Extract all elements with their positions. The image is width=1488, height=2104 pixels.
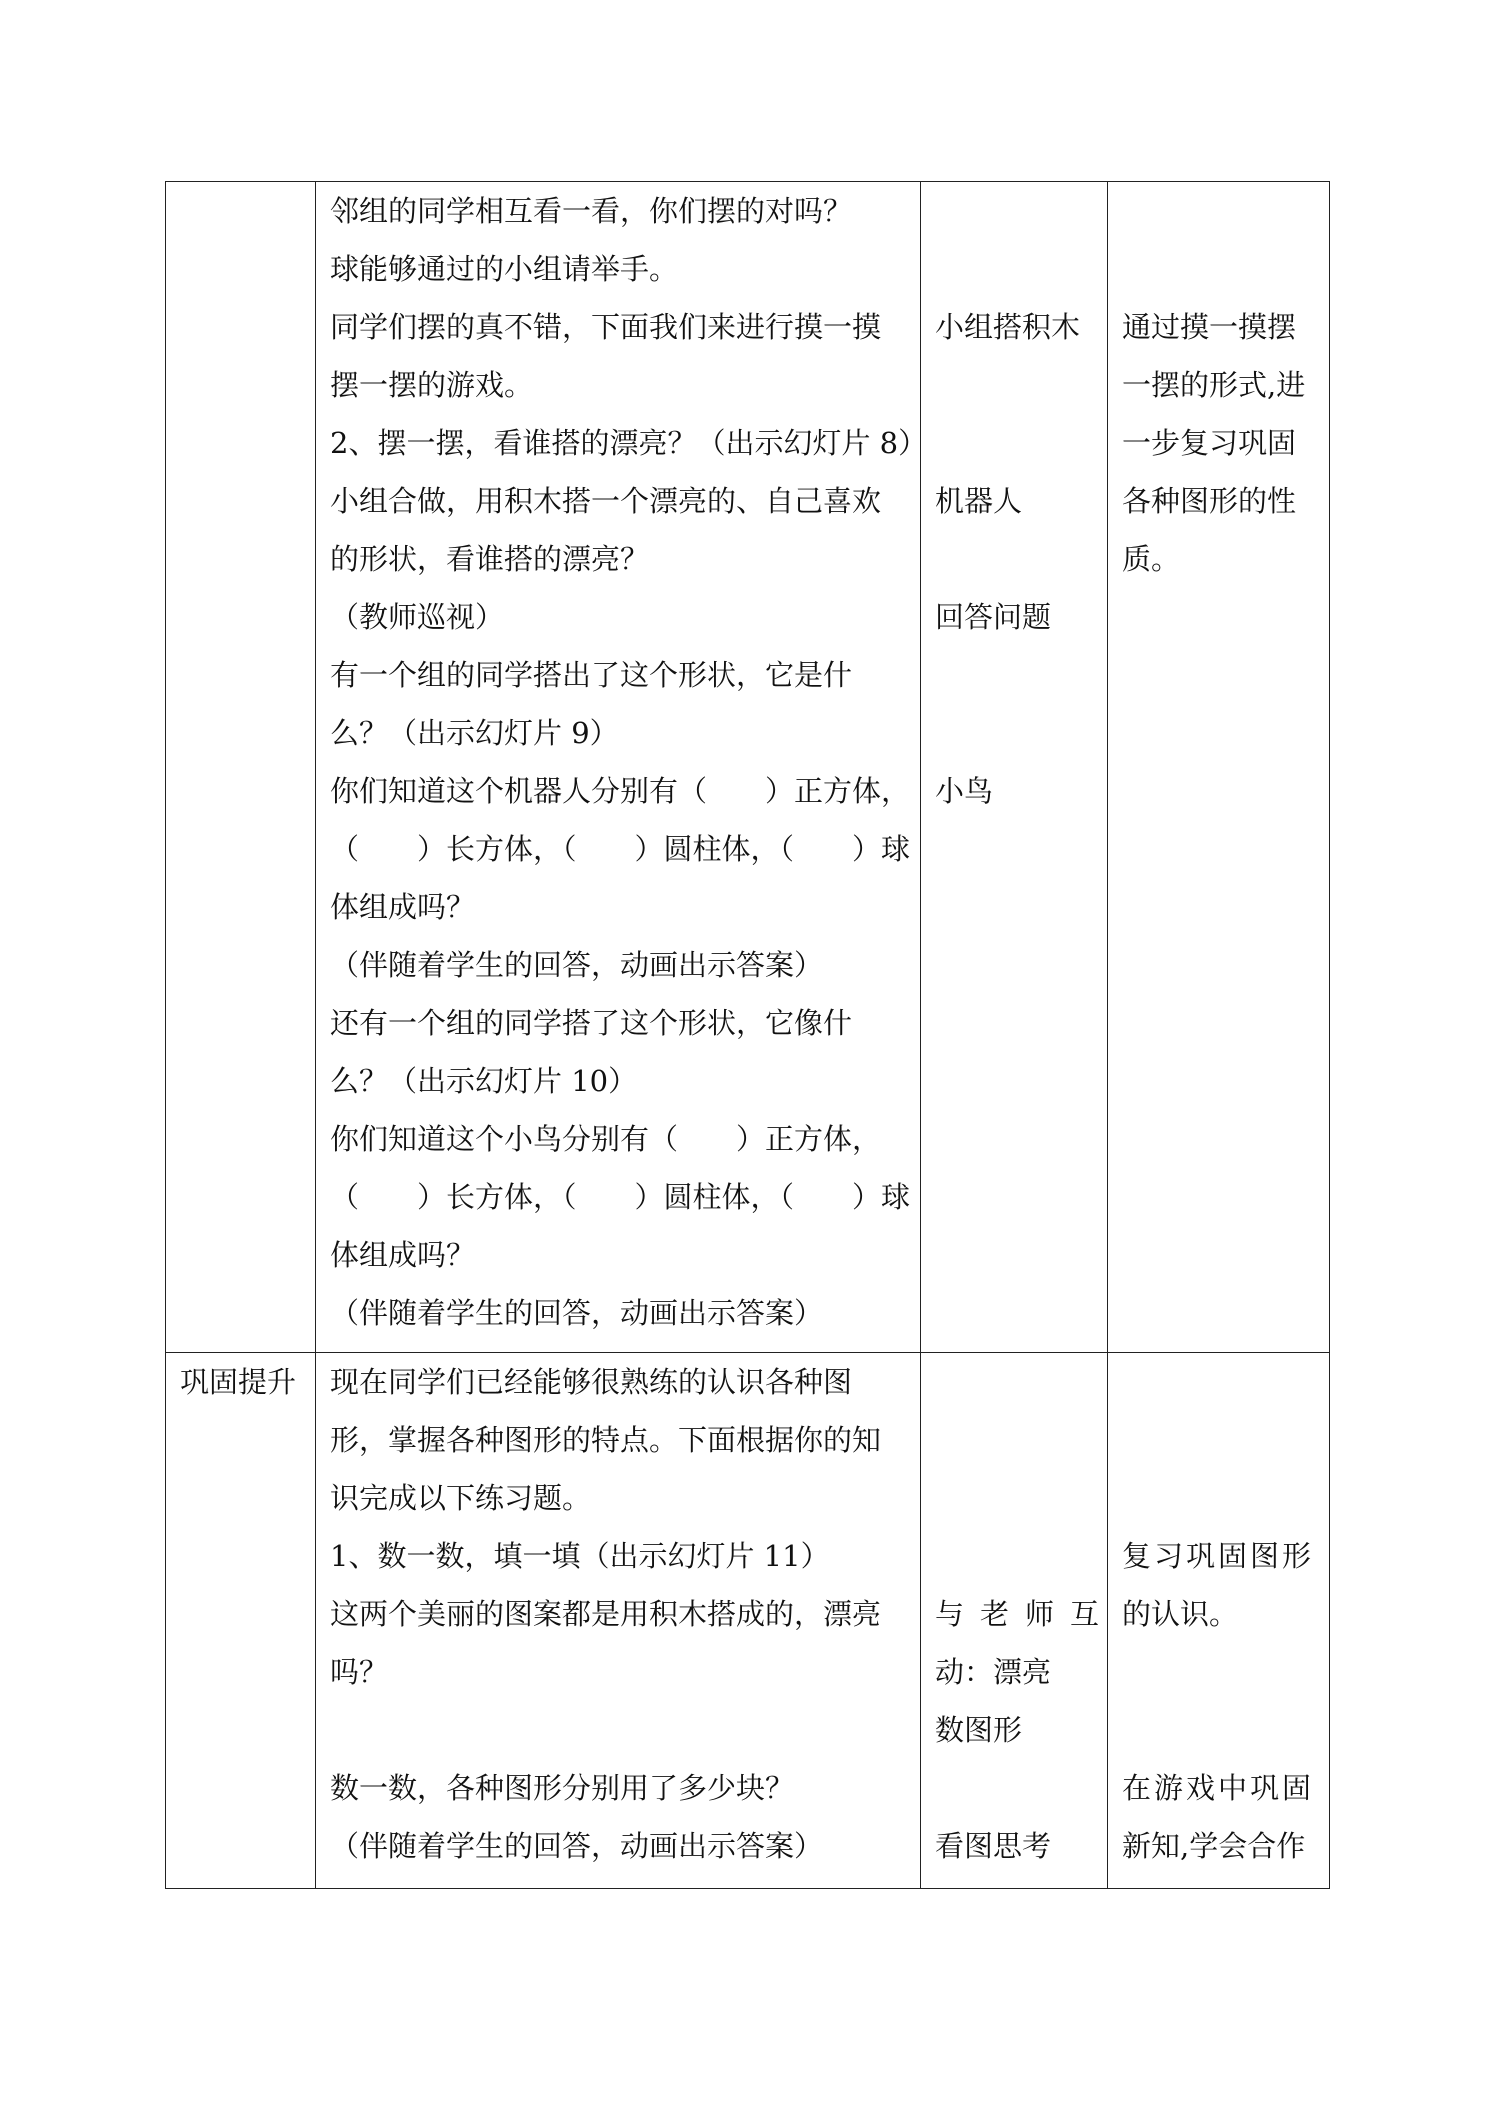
- student-activity-cell: [921, 182, 1108, 1353]
- student-line: 与老师互: [935, 1597, 1116, 1631]
- design-intent-cell: [1108, 182, 1330, 1353]
- teacher-line: 球能够通过的小组请举手。: [330, 252, 679, 286]
- intent-line: 复习巩固图形: [1122, 1539, 1315, 1573]
- table-row: [166, 1353, 1330, 1889]
- student-line: 机器人: [935, 484, 1023, 518]
- teacher-line: 识完成以下练习题。: [330, 1481, 592, 1515]
- intent-line: 一步复习巩固: [1122, 426, 1297, 460]
- teacher-line: 2、摆一摆，看谁搭的漂亮？（出示幻灯片 8）: [330, 426, 928, 460]
- teacher-line: 你们知道这个机器人分别有（ ）正方体，: [330, 774, 911, 808]
- student-line: 小鸟: [935, 774, 994, 808]
- intent-line: 新知,学会合作: [1122, 1829, 1306, 1863]
- teacher-activity-cell: [316, 182, 928, 1353]
- intent-line: 通过摸一摸摆: [1122, 310, 1297, 344]
- intent-line: 一摆的形式,进: [1122, 368, 1306, 402]
- teacher-line: 还有一个组的同学搭了这个形状，它像什: [330, 1006, 853, 1040]
- design-intent-cell: [1108, 1353, 1330, 1889]
- teacher-line: （教师巡视）: [330, 600, 505, 634]
- teacher-line: 现在同学们已经能够很熟练的认识各种图: [330, 1365, 853, 1399]
- teacher-line: （ ）长方体，（ ）圆柱体，（ ）球: [330, 1180, 911, 1214]
- teacher-line: （ ）长方体，（ ）圆柱体，（ ）球: [330, 832, 911, 866]
- teacher-activity-cell: [316, 1353, 921, 1889]
- teacher-line: 体组成吗？: [330, 890, 476, 924]
- teacher-line: 吗？: [330, 1655, 389, 1689]
- student-line: 回答问题: [935, 600, 1052, 634]
- teacher-line: 么？（出示幻灯片 10）: [330, 1064, 638, 1098]
- teacher-line: 形，掌握各种图形的特点。下面根据你的知: [330, 1423, 882, 1457]
- lesson-plan-table: [165, 181, 1330, 1889]
- stage-cell: [166, 1353, 316, 1889]
- teacher-line: 有一个组的同学搭出了这个形状，它是什: [330, 658, 853, 692]
- teacher-line: 数一数，各种图形分别用了多少块？: [330, 1771, 795, 1805]
- stage-label: 巩固提升: [180, 1365, 297, 1399]
- student-line: 看图思考: [935, 1829, 1052, 1863]
- intent-line: 的认识。: [1122, 1597, 1239, 1631]
- teacher-line: 1、数一数，填一填（出示幻灯片 11）: [330, 1539, 830, 1573]
- teacher-line: 你们知道这个小鸟分别有（ ）正方体，: [330, 1122, 882, 1156]
- stage-cell: [166, 182, 316, 1353]
- teacher-line: 邻组的同学相互看一看，你们摆的对吗？: [330, 194, 853, 228]
- teacher-line: 的形状，看谁搭的漂亮？: [330, 542, 650, 576]
- teacher-line: 么？（出示幻灯片 9）: [330, 716, 619, 750]
- teacher-line: （伴随着学生的回答，动画出示答案）: [330, 1829, 824, 1863]
- teacher-line: （伴随着学生的回答，动画出示答案）: [330, 948, 824, 982]
- intent-line: 在游戏中巩固: [1122, 1771, 1315, 1805]
- teacher-line: 摆一摆的游戏。: [330, 368, 534, 402]
- student-line: 小组搭积木: [935, 310, 1081, 344]
- student-line: 动：漂亮: [935, 1655, 1052, 1689]
- teacher-line: 这两个美丽的图案都是用积木搭成的，漂亮: [330, 1597, 882, 1631]
- student-activity-cell: [921, 1353, 1116, 1889]
- teacher-line: 小组合做，用积木搭一个漂亮的、自己喜欢: [330, 484, 882, 518]
- teacher-line: 体组成吗？: [330, 1238, 476, 1272]
- student-line: 数图形: [935, 1713, 1023, 1747]
- table-row: [166, 182, 1330, 1353]
- intent-line: 各种图形的性: [1122, 484, 1297, 518]
- teacher-line: （伴随着学生的回答，动画出示答案）: [330, 1296, 824, 1330]
- intent-line: 质。: [1122, 542, 1181, 576]
- teacher-line: 同学们摆的真不错，下面我们来进行摸一摸: [330, 310, 882, 344]
